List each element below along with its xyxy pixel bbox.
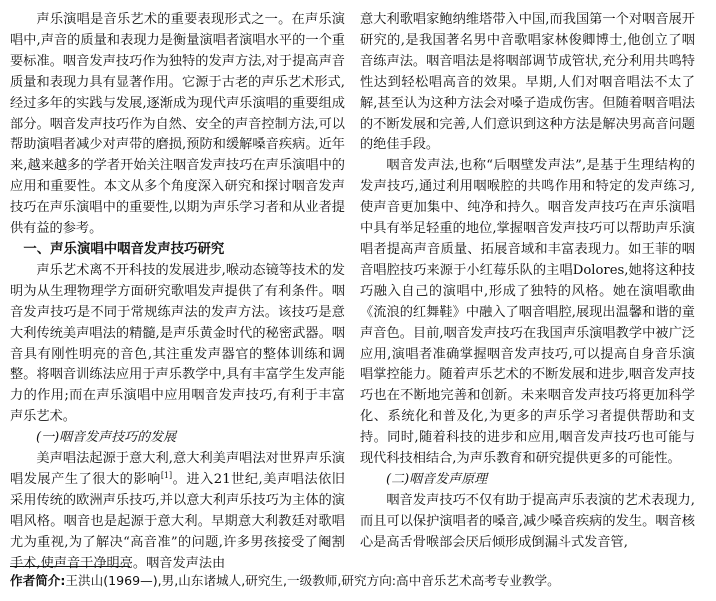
citation-marker[interactable]: [1] [160,470,173,480]
subsection-heading-development: (一)咽音发声技巧的发展 [36,430,177,446]
development-text-end: 。进入21世纪,美声唱法依旧采用传统的欧洲声乐技巧,并以意大利声乐技巧为主体的演唱风格。咽音也是起源于意大利。早期意大利教廷对歌唱尤为重视,为了解决“高音准”的问题,许多男孩接受了阉割手术,使声音干净明亮。咽音发声法由 [10,471,345,571]
principle-paragraph: 咽音发声技巧不仅有助于提高声乐表演的艺术表现力,而且可以保护演唱者的嗓音,减少嗓音疾病的发生。咽音核心是高舌骨喉部会厌后倾形成倒漏斗式发音管, [360,492,695,550]
author-label: 作者简介: [10,573,66,588]
subsection-heading-principle: (二)咽音发声原理 [386,471,488,487]
footnote-divider [10,566,130,567]
section-heading: 一、声乐演唱中咽音发声技巧研究 [23,241,225,257]
section-paragraph: 声乐艺术离不开科技的发展进步,喉动态镜等技术的发明为从生理物理学方面研究歌唱发声提供了有利条件。咽音发声技巧是不同于常规练声法的发声方法。该技巧是意大利传统美声唱法的精髓,是声乐黄金时代的秘密武器。咽音具有刚性明亮的音色,其注重发声器官的整体训练和调整。将咽音训练法应用于声乐教学中,具有丰富学生发声能力的作用;而在声乐演唱中应用咽音发声技巧,有利于丰富声乐艺术。 [10,262,345,425]
development-paragraph [10,449,345,574]
right-column [360,10,695,554]
development-text-start: 美声唱法起源于意大利,意大利美声唱法对世界声乐演唱发展产生了很大的影响 [10,451,345,487]
continuation-paragraph: 意大利歌唱家鲍纳维塔带入中国,而我国第一个对咽音展开研究的,是我国著名男中音歌唱家林俊卿博士,他创立了咽音练声法。咽音唱法是将咽部调节成管状,充分利用共鸣特性达到轻松唱高音的效果。早期,人们对咽音唱法不太了解,甚至认为这种方法会对嗓子造成伤害。但随着咽音唱法的不断发展和完善,人们意识到这种方法是解决男高音问题的绝佳手段。 [360,12,695,153]
author-info: 王洪山(1969—),男,山东诸城人,研究生,一级教师,研究方向:高中音乐艺术高考专业教学。 [65,573,560,588]
author-footnote [10,571,710,591]
left-column [10,10,345,574]
definition-paragraph: 咽音发声法,也称“后咽壁发声法”,是基于生理结构的发声技巧,通过利用咽喉腔的共鸣作用和特定的发声练习,使声音更加集中、纯净和持久。咽音发声技巧在声乐演唱中具有举足轻重的地位,掌握咽音发声技巧可以帮助声乐演唱者提高声音质量、拓展音域和丰富表现力。如王菲的咽音唱腔技巧来源于小红莓乐队的主唱Dolores,她将这种技巧融入自己的演唱中,形成了独特的风格。她在演唱歌曲《流浪的红舞鞋》中融入了咽音唱腔,展现出温馨和谐的童声音色。目前,咽音发声技巧在我国声乐演唱教学中被广泛应用,演唱者准确掌握咽音发声技巧,可以提高自身音乐演唱掌控能力。随着声乐艺术的不断发展和进步,咽音发声技巧也在不断地完善和创新。未来咽音发声技巧将更加科学化、系统化和普及化,为更多的声乐学习者提供帮助和支持。同时,随着科技的进步和应用,咽音发声技巧也可能与现代科技相结合,为声乐教育和研究提供更多的可能性。 [360,158,695,467]
intro-paragraph: 声乐演唱是音乐艺术的重要表现形式之一。在声乐演唱中,声音的质量和表现力是衡量演唱者演唱水平的一个重要标准。咽音发声技巧作为独特的发声方法,对于提高声音质量和表现力具有显著作用。它源于古老的声乐艺术形式,经过多年的实践与发展,逐渐成为现代声乐演唱的重要组成部分。咽音发声技巧作为自然、安全的声音控制方法,可以帮助演唱者减少对声带的磨损,预防和缓解嗓音疾病。近年来,越来越多的学者开始关注咽音发声技巧在声乐演唱中的应用和重要性。本文从多个角度深入研究和探讨咽音发声技巧在声乐演唱中的重要性,以期为声乐学习者和从业者提供有益的参考。 [10,12,345,237]
